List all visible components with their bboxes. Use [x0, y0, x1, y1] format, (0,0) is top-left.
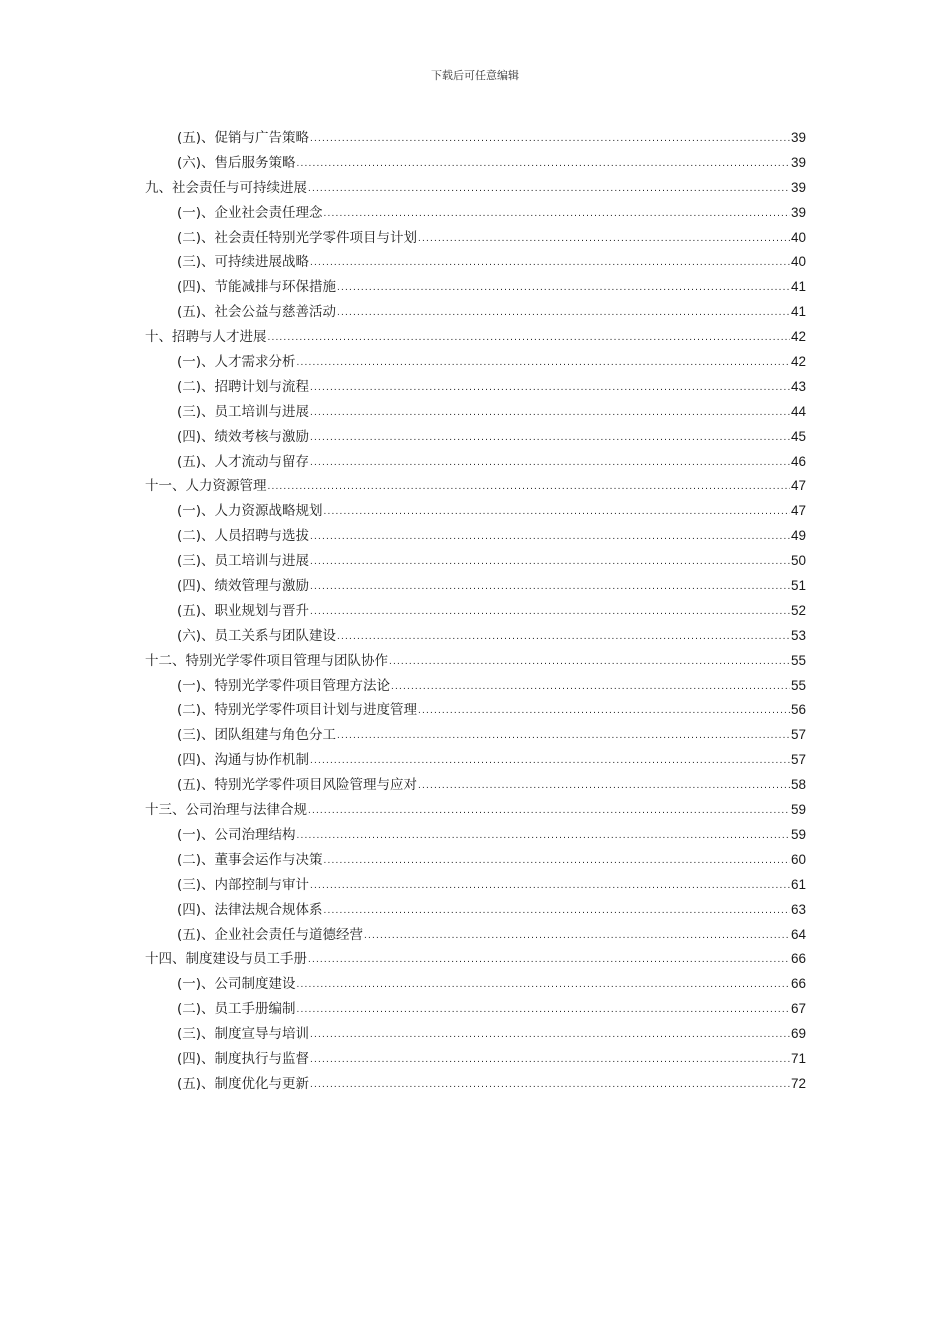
toc-section-entry[interactable] — [145, 972, 806, 997]
toc-entry-label: (二)、招聘计划与流程 — [177, 378, 310, 395]
toc-dot-leader — [310, 1073, 790, 1098]
toc-section-entry[interactable] — [145, 151, 806, 176]
toc-page-number: 51 — [790, 578, 806, 594]
toc-entry-label: (四)、节能减排与环保措施 — [177, 279, 337, 296]
toc-section-entry[interactable] — [145, 400, 806, 425]
toc-page-number: 71 — [790, 1050, 806, 1066]
toc-entry-label: (六)、售后服务策略 — [177, 154, 296, 171]
toc-page-number: 46 — [790, 453, 806, 469]
toc-section-entry[interactable] — [145, 997, 806, 1022]
toc-dot-leader — [310, 376, 790, 401]
toc-section-entry[interactable] — [145, 375, 806, 400]
toc-entry-label: (五)、企业社会责任与道德经营 — [177, 926, 364, 943]
toc-section-entry[interactable] — [145, 1047, 806, 1072]
toc-section-entry[interactable] — [145, 250, 806, 275]
toc-page-number: 60 — [790, 851, 806, 867]
toc-dot-leader — [310, 525, 790, 550]
toc-dot-leader — [364, 924, 790, 949]
toc-entry-label: (四)、法律法规合规体系 — [177, 901, 323, 918]
toc-section-entry[interactable] — [145, 848, 806, 873]
toc-chapter-entry[interactable] — [145, 325, 806, 350]
toc-page-number: 49 — [790, 528, 806, 544]
toc-entry-label: (二)、董事会运作与决策 — [177, 851, 323, 868]
toc-page-number: 44 — [790, 403, 806, 419]
page-header: 下载后可任意编辑 — [431, 69, 519, 82]
toc-dot-leader — [310, 401, 790, 426]
toc-page-number: 39 — [790, 179, 806, 195]
toc-entry-label: (三)、内部控制与审计 — [177, 876, 310, 893]
toc-section-entry[interactable] — [145, 823, 806, 848]
toc-dot-leader — [418, 699, 790, 724]
toc-chapter-entry[interactable] — [145, 947, 806, 972]
toc-section-entry[interactable] — [145, 898, 806, 923]
toc-dot-leader — [389, 650, 790, 675]
table-of-contents — [145, 126, 806, 1097]
toc-entry-label: 九、社会责任与可持续进展 — [145, 179, 307, 196]
toc-section-entry[interactable] — [145, 549, 806, 574]
toc-page-number: 52 — [790, 602, 806, 618]
toc-section-entry[interactable] — [145, 873, 806, 898]
toc-dot-leader — [324, 899, 790, 924]
toc-page-number: 43 — [790, 378, 806, 394]
toc-section-entry[interactable] — [145, 698, 806, 723]
toc-section-entry[interactable] — [145, 773, 806, 798]
toc-dot-leader — [310, 749, 790, 774]
toc-dot-leader — [324, 500, 790, 525]
toc-entry-label: (四)、绩效管理与激励 — [177, 578, 310, 595]
toc-section-entry[interactable] — [145, 923, 806, 948]
toc-entry-label: 十二、特别光学零件项目管理与团队协作 — [145, 652, 388, 669]
toc-dot-leader — [310, 251, 790, 276]
toc-page-number: 59 — [790, 802, 806, 818]
toc-section-entry[interactable] — [145, 723, 806, 748]
toc-page-number: 53 — [790, 627, 806, 643]
toc-page-number: 39 — [790, 130, 806, 145]
toc-page-number: 66 — [790, 976, 806, 992]
toc-chapter-entry[interactable] — [145, 474, 806, 499]
toc-dot-leader — [308, 177, 790, 202]
toc-entry-label: (一)、公司治理结构 — [177, 826, 296, 843]
toc-chapter-entry[interactable] — [145, 649, 806, 674]
toc-dot-leader — [418, 774, 790, 799]
toc-entry-label: (一)、人力资源战略规划 — [177, 503, 323, 520]
toc-entry-label: (三)、可持续进展战略 — [177, 254, 310, 271]
toc-dot-leader — [268, 326, 790, 351]
toc-dot-leader — [418, 227, 790, 252]
toc-section-entry[interactable] — [145, 1072, 806, 1097]
toc-entry-label: (二)、特别光学零件项目计划与进度管理 — [177, 702, 418, 719]
toc-chapter-entry[interactable] — [145, 798, 806, 823]
toc-dot-leader — [337, 625, 790, 650]
toc-entry-label: (二)、人员招聘与选拔 — [177, 528, 310, 545]
toc-entry-label: 十四、制度建设与员工手册 — [145, 951, 307, 968]
toc-section-entry[interactable] — [145, 450, 806, 475]
toc-entry-label: (一)、人才需求分析 — [177, 354, 296, 371]
toc-dot-leader — [310, 1023, 790, 1048]
toc-dot-leader — [324, 849, 790, 874]
toc-page-number: 39 — [790, 154, 806, 170]
toc-section-entry[interactable] — [145, 275, 806, 300]
toc-entry-label: (一)、公司制度建设 — [177, 976, 296, 993]
toc-page-number: 39 — [790, 204, 806, 220]
toc-section-entry[interactable] — [145, 499, 806, 524]
toc-dot-leader — [337, 724, 790, 749]
toc-section-entry[interactable] — [145, 599, 806, 624]
toc-section-entry[interactable] — [145, 1022, 806, 1047]
toc-dot-leader — [337, 301, 790, 326]
toc-entry-label: (二)、社会责任特别光学零件项目与计划 — [177, 229, 418, 246]
toc-entry-label: (五)、社会公益与慈善活动 — [177, 304, 337, 321]
toc-dot-leader — [310, 1048, 790, 1073]
toc-section-entry[interactable] — [145, 574, 806, 599]
toc-page-number: 58 — [790, 777, 806, 793]
toc-page-number: 59 — [790, 826, 806, 842]
toc-dot-leader — [268, 475, 790, 500]
toc-entry-label: (三)、制度宣导与培训 — [177, 1026, 310, 1043]
toc-entry-label: (五)、制度优化与更新 — [177, 1075, 310, 1092]
toc-dot-leader — [297, 824, 790, 849]
toc-dot-leader — [310, 874, 790, 899]
toc-section-entry[interactable] — [145, 226, 806, 251]
toc-entry-label: (一)、特别光学零件项目管理方法论 — [177, 677, 391, 694]
toc-entry-label: (三)、员工培训与进展 — [177, 553, 310, 570]
toc-entry-label: (四)、沟通与协作机制 — [177, 752, 310, 769]
toc-entry-label: 十一、人力资源管理 — [145, 478, 267, 495]
toc-entry-label: (五)、职业规划与晋升 — [177, 602, 310, 619]
toc-page-number: 42 — [790, 354, 806, 370]
toc-entry-label: (五)、促销与广告策略 — [177, 130, 310, 146]
toc-entry-label: (一)、企业社会责任理念 — [177, 204, 323, 221]
toc-section-entry[interactable] — [145, 300, 806, 325]
toc-dot-leader — [310, 127, 790, 152]
toc-page-number: 41 — [790, 279, 806, 295]
toc-entry-label: (五)、特别光学零件项目风险管理与应对 — [177, 777, 418, 794]
toc-entry-label: (三)、员工培训与进展 — [177, 403, 310, 420]
toc-section-entry[interactable] — [145, 201, 806, 226]
toc-page-number: 61 — [790, 876, 806, 892]
toc-entry-label: (三)、团队组建与角色分工 — [177, 727, 337, 744]
toc-entry-label: (四)、绩效考核与激励 — [177, 428, 310, 445]
toc-entry-label: 十、招聘与人才进展 — [145, 329, 267, 346]
toc-page-number: 47 — [790, 503, 806, 519]
toc-dot-leader — [324, 202, 790, 227]
toc-page-number: 57 — [790, 727, 806, 743]
toc-section-entry[interactable] — [145, 350, 806, 375]
toc-section-entry[interactable] — [145, 126, 806, 151]
toc-dot-leader — [297, 998, 790, 1023]
toc-dot-leader — [310, 575, 790, 600]
toc-chapter-entry[interactable] — [145, 176, 806, 201]
toc-entry-label: (六)、员工关系与团队建设 — [177, 627, 337, 644]
toc-section-entry[interactable] — [145, 425, 806, 450]
toc-page-number: 55 — [790, 677, 806, 693]
toc-dot-leader — [310, 600, 790, 625]
toc-page-number: 42 — [790, 329, 806, 345]
toc-dot-leader — [391, 675, 790, 700]
toc-page-number: 72 — [790, 1075, 806, 1091]
toc-entry-label: (二)、员工手册编制 — [177, 1001, 296, 1018]
toc-entry-label: (五)、人才流动与留存 — [177, 453, 310, 470]
toc-page-number: 67 — [790, 1001, 806, 1017]
toc-entry-label: (四)、制度执行与监督 — [177, 1050, 310, 1067]
toc-page-number: 41 — [790, 304, 806, 320]
toc-page-number: 66 — [790, 951, 806, 967]
toc-dot-leader — [310, 451, 790, 476]
toc-page-number: 50 — [790, 553, 806, 569]
toc-section-entry[interactable] — [145, 624, 806, 649]
toc-dot-leader — [310, 426, 790, 451]
toc-page-number: 47 — [790, 478, 806, 494]
toc-section-entry[interactable] — [145, 674, 806, 699]
toc-dot-leader — [297, 973, 790, 998]
toc-dot-leader — [337, 276, 790, 301]
toc-dot-leader — [310, 550, 790, 575]
toc-dot-leader — [308, 799, 790, 824]
toc-dot-leader — [297, 152, 790, 177]
toc-page-number: 57 — [790, 752, 806, 768]
toc-page-number: 64 — [790, 926, 806, 942]
toc-page-number: 40 — [790, 254, 806, 270]
toc-entry-label: 十三、公司治理与法律合规 — [145, 802, 307, 819]
toc-dot-leader — [308, 948, 790, 973]
toc-section-entry[interactable] — [145, 748, 806, 773]
toc-dot-leader — [297, 351, 790, 376]
toc-page-number: 40 — [790, 229, 806, 245]
toc-page-number: 69 — [790, 1026, 806, 1042]
toc-page-number: 45 — [790, 428, 806, 444]
toc-page-number: 55 — [790, 652, 806, 668]
toc-page-number: 63 — [790, 901, 806, 917]
toc-section-entry[interactable] — [145, 524, 806, 549]
toc-page-number: 56 — [790, 702, 806, 718]
